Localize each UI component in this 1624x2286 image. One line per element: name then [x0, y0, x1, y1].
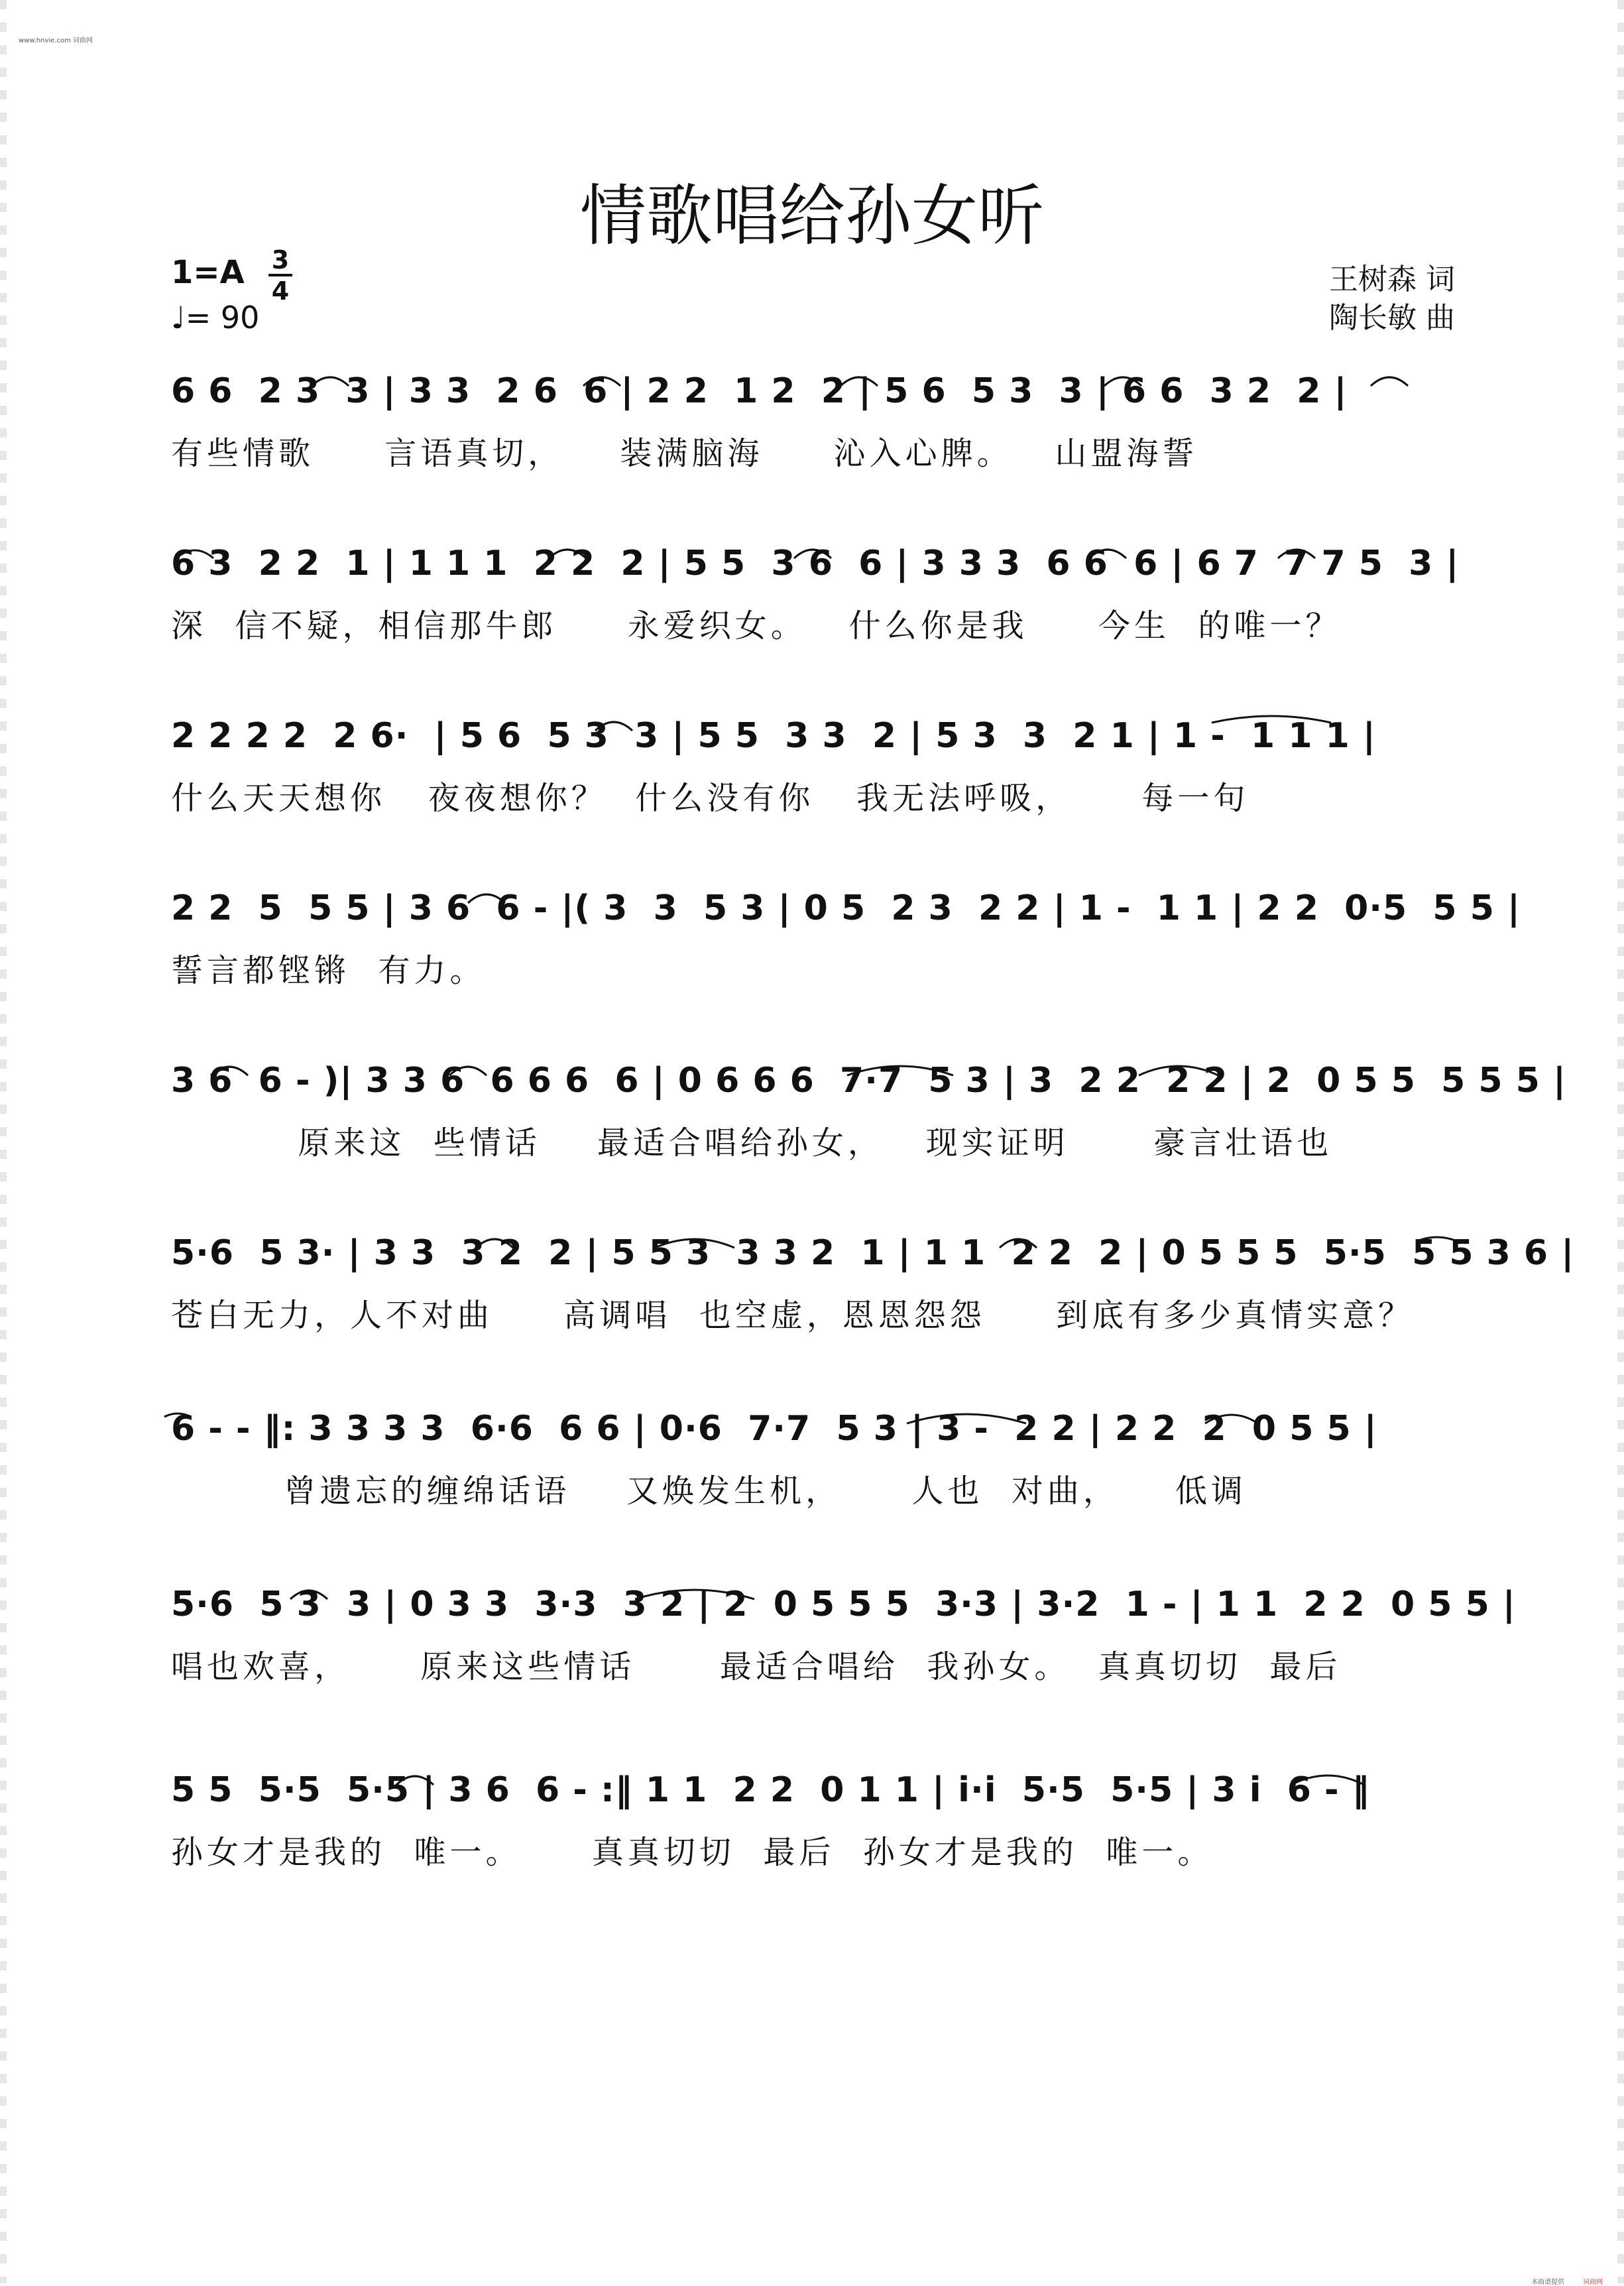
site-tag: www.hnvie.com 词曲网: [19, 37, 93, 44]
jianpu-notes: 6 6 2 3 3 | 3 3 2 6 6 | 2 2 1 2 2 | 5 6 5 3 3 | 6 6 3 2 2 |: [171, 371, 1348, 411]
lyric-line: 深 信不疑，相信那牛郎 永爱织女。 什么你是我 今生 的唯一？: [171, 607, 1342, 644]
jianpu-notes: 5·6 5 3· | 3 3 3 2 2 | 5 5 3 3 3 2 1 | 1 1 2 2 2 | 0 5 5 5 5·5 5 5 3 6 |: [171, 1233, 1575, 1273]
lyricist-credit: 王树森 词: [1329, 263, 1455, 296]
notation-line: [171, 1402, 1460, 1475]
score-row-9: [171, 1764, 1460, 1890]
score-row-6: [171, 1227, 1575, 1353]
jianpu-notes: 5 5 5·5 5·5 | 3 6 6 - :‖ 1 1 2 2 0 1 1 | i·i 5·5 5·5 | 3 i 6 - ‖: [171, 1770, 1370, 1810]
right-margin-strip: [1617, 0, 1624, 2283]
score-row-8: [171, 1578, 1516, 1704]
lyric-line: 唱也欢喜， 原来这些情话 最适合唱给 我孙女。 真真切切 最后: [171, 1648, 1342, 1685]
notation-line: [171, 1578, 1516, 1651]
score-row-1: [171, 365, 1460, 491]
score-row-3: [171, 709, 1460, 835]
lyric-line: 誓言都铿锵 有力。: [171, 952, 486, 989]
song-title: 情歌唱给孙女听: [580, 177, 1044, 255]
lyric-line: 孙女才是我的 唯一。 真真切切 最后 孙女才是我的 唯一。: [171, 1834, 1214, 1871]
jianpu-notes: 6 3 2 2 1 | 1 1 1 2 2 2 | 5 5 3 6 6 | 3 3 3 6 6 6 | 6 7 7 7 5 3 |: [171, 544, 1460, 583]
score-row-7: [171, 1402, 1460, 1528]
lyric-line: 曾遗忘的缠绵话语 又焕发生机， 人也 对曲， 低调: [171, 1473, 1247, 1510]
footer-left-tag: 本曲谱提供: [1531, 2279, 1564, 2286]
lyric-line: 原来这 些情话 最适合唱给孙女， 现实证明 豪言壮语也: [171, 1124, 1333, 1162]
jianpu-notes: 2 2 2 2 2 6· | 5 6 5 3 3 | 5 5 3 3 2 | 5 3 3 2 1 | 1 - 1 1 1 |: [171, 716, 1376, 756]
score-row-4: [171, 882, 1521, 1008]
notation-line: [171, 1054, 1566, 1127]
tempo-marking: ♩= 90: [171, 300, 260, 335]
time-signature-top: 3: [271, 245, 290, 274]
notation-line: [171, 365, 1460, 438]
lyric-line: 苍白无力，人不对曲 高调唱 也空虚，恩恩怨怨 到底有多少真情实意？: [171, 1297, 1415, 1334]
jianpu-notes: 2 2 5 5 5 | 3 6 6 - |( 3 3 5 3 | 0 5 2 3 2 2 | 1 - 1 1 | 2 2 0·5 5 5 |: [171, 888, 1521, 928]
jianpu-notes: 6 - - ‖: 3 3 3 3 6·6 6 6 | 0·6 7·7 5 3 | 3 - 2 2 | 2 2 2 0 5 5 |: [171, 1409, 1377, 1449]
left-margin-strip: [0, 0, 7, 2283]
notation-line: [171, 537, 1460, 610]
notation-line: [171, 1764, 1460, 1836]
composer-credit: 陶长敏 曲: [1329, 301, 1455, 335]
lyric-line: 什么天天想你 夜夜想你？ 什么没有你 我无法呼吸， 每一句: [171, 780, 1249, 817]
score-row-5: [171, 1054, 1566, 1180]
jianpu-notes: 5·6 5 3 3 | 0 3 3 3·3 3 2 | 2 0 5 5 5 3·3 | 3·2 1 - | 1 1 2 2 0 5 5 |: [171, 1585, 1516, 1624]
jianpu-notes: 3 6 6 - )| 3 3 6 6 6 6 6 | 0 6 6 6 7·7 5 3 | 3 2 2 2 2 | 2 0 5 5 5 5 5 |: [171, 1061, 1566, 1101]
notation-line: [171, 709, 1460, 782]
notation-line: [171, 882, 1521, 955]
notation-line: [171, 1227, 1575, 1299]
score-row-2: [171, 537, 1460, 663]
footer-right-tag: 词曲网: [1583, 2279, 1603, 2286]
time-signature: [268, 247, 292, 304]
key-signature: 1=A: [171, 254, 245, 291]
time-signature-bottom: 4: [271, 276, 290, 306]
lyric-line: 有些情歌 言语真切， 装满脑海 沁入心脾。 山盟海誓: [171, 435, 1198, 472]
